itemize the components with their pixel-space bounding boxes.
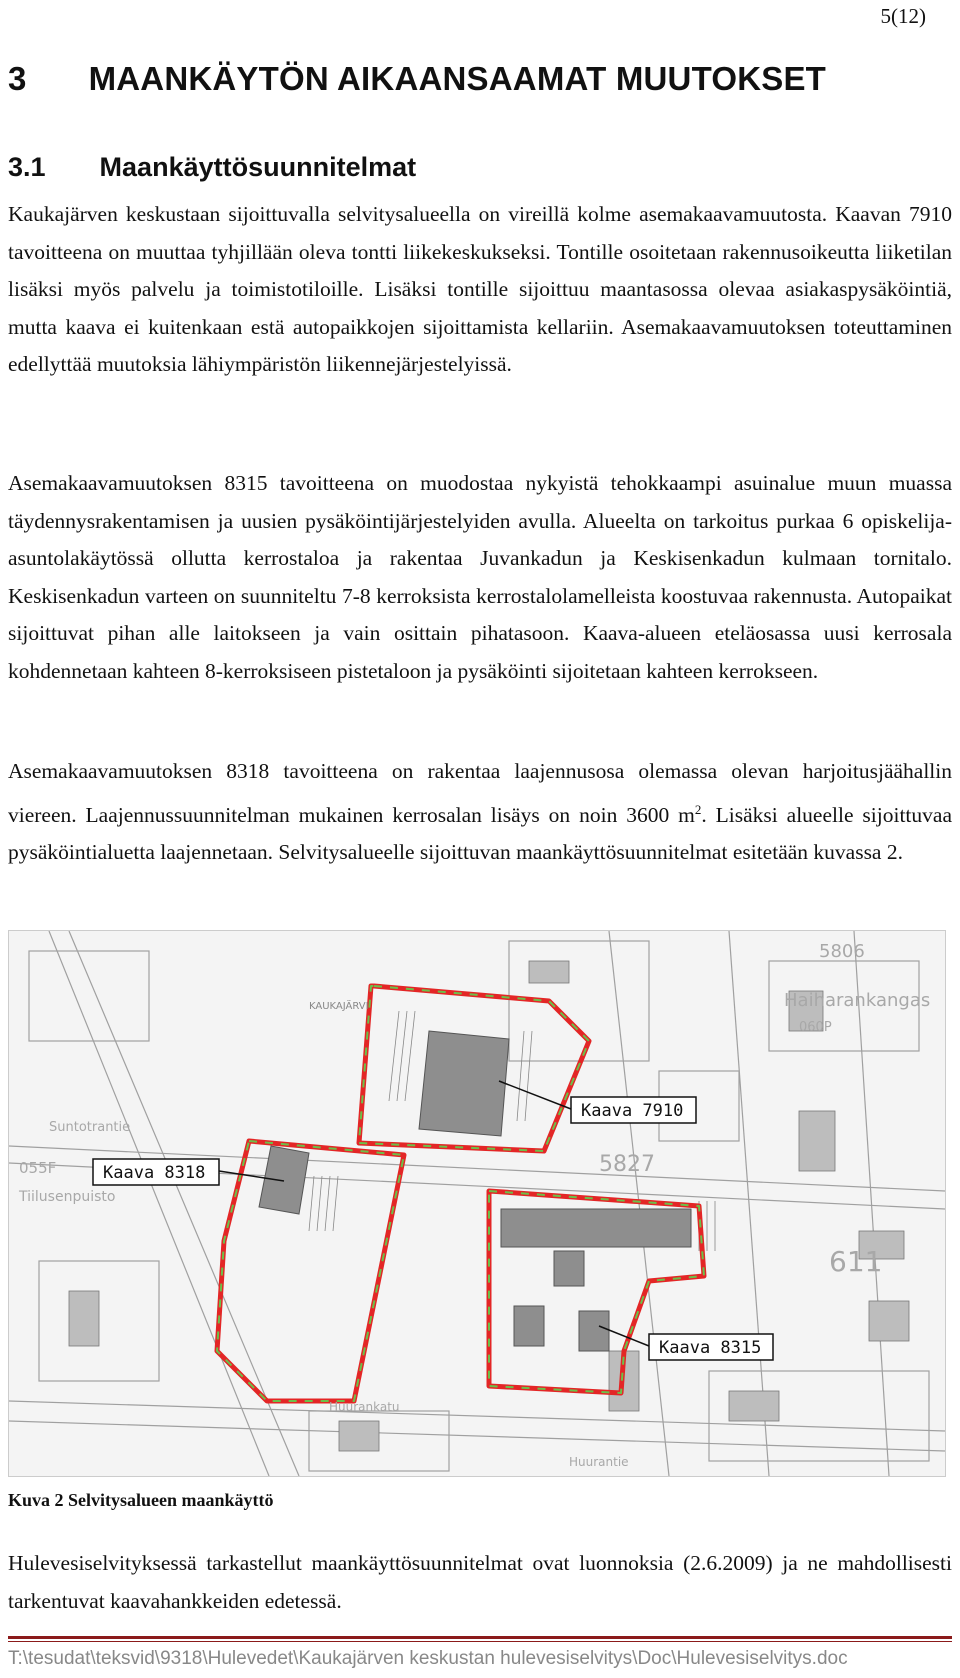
leader-line-7910 [499, 1081, 571, 1109]
label-5827: 5827 [599, 1152, 655, 1177]
section-title: MAANKÄYTÖN AIKAANSAAMAT MUUTOKSET [88, 60, 827, 97]
road-line [854, 931, 889, 1476]
map-drawing [9, 931, 945, 1476]
paragraph-kaava-8315: Asemakaavamuutoksen 8315 tavoitteena on muodostaa nykyistä tehokkaampi asuinalue muun muassa täydennysrakentamisen ja uusien pysäköintijärjestelyiden avulla. Alueelta on tarkoitus purkaa 6 opiskelija-asuntolakäytössä ollutta kerrostaloa ja rakentaa Juvankadun ja Keskisenkadun kulmaan tornitalo. Keskisenkadun varteen on suunniteltu 7-8 kerroksista kerrostalolamelleista koostuvaa rakennusta. Autopaikat sijoittuvat pihan alle laitokseen ja vain osittain pihatasoon. Kaava-alueen eteläosassa uusi kerrosala kohdennetaan kahteen 8-kerroksiseen pistetaloon ja pysäköinti sijoitetaan kahteen kerrokseen. [8, 471, 952, 683]
label-kaava-8318: Kaava 8318 [103, 1163, 206, 1183]
label-huurantie: Huurantie [569, 1455, 629, 1469]
subsection-number: 3.1 [8, 152, 46, 182]
building-block [529, 961, 569, 983]
building-block [869, 1301, 909, 1341]
building-kaava-8318 [259, 1146, 309, 1214]
land-use-map [8, 930, 946, 1477]
paragraph-kaava-7910: Kaukajärven keskustaan sijoittuvalla selvitysalueella on vireillä kolme asemakaavamuutosta. Kaavan 7910 tavoitteena on muuttaa tyhjillään oleva tontti liikekeskukseksi. Tontille osoitetaan rakennusoikeutta liiketilan lisäksi myös palvelu ja toimistotiloille. Lisäksi tontille sijoittuu maantasossa olevaa asiakaspysäköintiä, mutta kaava ei kuitenkaan estä autopaikkojen sijoittamista kellariin. Asemakaavamuutoksen toteuttaminen edellyttää muutoksia lähiympäristön liikennejärjestelyissä. [8, 202, 952, 376]
footer-rule [8, 1636, 952, 1639]
subsection-heading [8, 152, 416, 183]
label-kaava-8315: Kaava 8315 [659, 1338, 762, 1358]
building-block [339, 1421, 379, 1451]
page-number: 5(12) [880, 4, 926, 28]
label-tiilusenpuisto: Tiilusenpuisto [19, 1189, 116, 1205]
paragraph-kaava-8318-text-end: . Lisäksi alueelle sijoittuvaa pysäköintialuetta laajennetaan. Selvitysalueelle sijoittuvan maankäyttösuunnitelmat esitetään kuvassa 2. [8, 802, 952, 865]
superscript-2: 2 [694, 801, 702, 817]
paragraph-conclusion: Hulevesiselvityksessä tarkastellut maankäyttösuunnitelmat ovat luonnoksia (2.6.2009) ja ne mahdollisesti tarkentuvat kaavahankkeiden edetessä. [8, 1551, 952, 1613]
figure-caption: Kuva 2 Selvitysalueen maankäyttö [8, 1490, 274, 1510]
paragraph-kaava-8318 [8, 753, 952, 872]
footer-file-path: T:\tesudat\teksvid\9318\Hulevedet\Kaukajärven keskustan hulevesiselvitys\Doc\Hulevesiselvitys.doc [8, 1648, 848, 1669]
boundary-kaava-8318-green [217, 1141, 404, 1401]
label-055f: 055F [19, 1159, 57, 1177]
label-kaukajarvi: KAUKAJÄRVI [309, 1001, 369, 1012]
building-kaava-8315-north [501, 1209, 691, 1247]
parking-rows-8318 [309, 1176, 338, 1231]
footer-rule-thin [8, 1641, 952, 1642]
building-block [729, 1391, 779, 1421]
label-suntotrantie: Suntotrantie [49, 1120, 131, 1135]
paragraph-kaava-8318-text: Asemakaavamuutoksen 8318 tavoitteena on rakentaa laajennusosa olemassa olevan harjoitusjäähallin viereen. Laajennussuunnitelman mukainen kerrosalan lisäys on noin 3600 m [8, 759, 952, 827]
section-heading [8, 60, 826, 98]
building-kaava-8315-tower [554, 1251, 584, 1286]
building-kaava-8315-south-a [514, 1306, 544, 1346]
label-611: 611 [829, 1245, 883, 1278]
building-kaava-7910 [419, 1031, 509, 1136]
building-block [69, 1291, 99, 1346]
label-kaava-7910: Kaava 7910 [581, 1101, 684, 1121]
plot-outline [29, 951, 149, 1041]
subsection-title: Maankäyttösuunnitelmat [99, 152, 417, 182]
boundary-kaava-8318 [217, 1141, 404, 1401]
road-line [9, 1421, 945, 1451]
building-kaava-8315-south-b [579, 1311, 609, 1351]
label-5806: 5806 [819, 941, 865, 962]
label-huurankatu: Huurankatu [329, 1400, 400, 1414]
planned-buildings [259, 1031, 691, 1351]
label-060p: 060P [799, 1020, 832, 1035]
label-haiharankangas: Haiharankangas [784, 990, 931, 1011]
road-line [9, 1401, 945, 1431]
section-number: 3 [8, 60, 27, 97]
building-block [799, 1111, 835, 1171]
